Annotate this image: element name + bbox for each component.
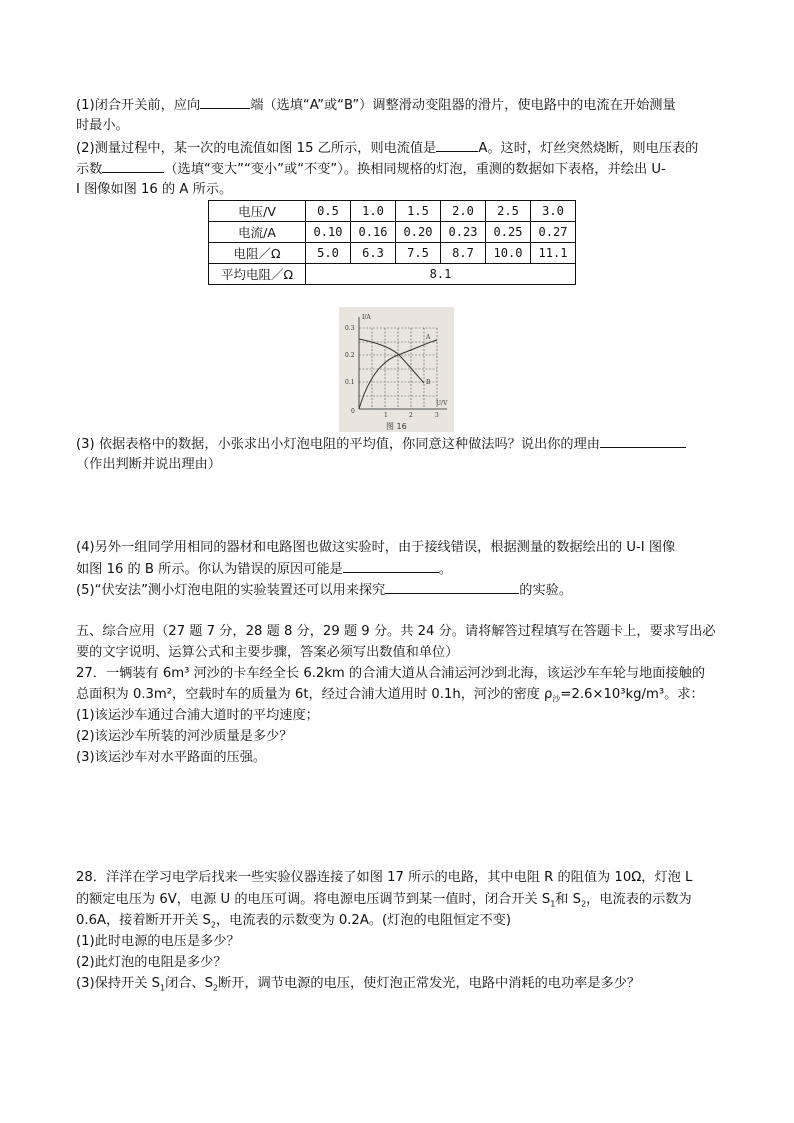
- p28-q3: [76, 975, 640, 998]
- section5-heading-2: [76, 644, 458, 662]
- y-tick: 0.2: [345, 352, 355, 359]
- section5-text-2: 要的文字说明、运算公式和主要步骤，答案必须写出数值和单位）: [76, 645, 459, 660]
- q4-line: [76, 539, 675, 557]
- q1-line-2: [76, 117, 129, 135]
- y-tick: 0.1: [345, 379, 355, 386]
- q1-blank[interactable]: [200, 96, 250, 109]
- q4-text: (4)另外一组同学用相同的器材和电路图也做这实验时，由于接线错误，根据测量的数据绘出的 U-I 图像: [76, 540, 676, 555]
- figure-16: [339, 307, 454, 432]
- p27-text: 27．一辆装有 6m³ 河沙的卡车经全长 6.2km 的合浦大道从合浦运河沙到北海，该运沙车车轮与地面接触的: [76, 666, 706, 681]
- q4-line-2: [76, 560, 452, 579]
- p28-line-3: [76, 912, 511, 935]
- cell: 2.0: [441, 201, 486, 222]
- cell: 6.3: [351, 243, 396, 264]
- cell: 0.5: [306, 201, 351, 222]
- p27-text-3: =2.6×10³kg/m³。求：: [560, 687, 704, 702]
- cell: 8.7: [441, 243, 486, 264]
- cell: 0.10: [306, 222, 351, 243]
- table-row: [209, 222, 576, 243]
- q5-text-2: 的实验。: [519, 583, 573, 598]
- p28-text-5: 0.6A，接着断开开关 S: [76, 913, 211, 928]
- row-label: 电压/V: [209, 201, 306, 222]
- section5-text: 五、综合应用（27 题 7 分，28 题 8 分，29 题 9 分。共 24 分。请将解答过程填写在答题卡上，要求写出必: [76, 624, 716, 639]
- p28-q1-text: (1)此时电源的电压是多少？: [76, 934, 240, 949]
- subscript: 1: [550, 899, 556, 909]
- curve-b: [359, 339, 424, 383]
- q2-line: [76, 139, 698, 158]
- q1-text: (1)闭合开关前，应向: [76, 98, 201, 113]
- avg-cell: 8.1: [306, 264, 576, 285]
- q2-line-2: [76, 160, 666, 179]
- p28-text: 28．洋洋在学习电学后找来一些实验仪器连接了如图 17 所示的电路，其中电阻 R 的阻值为 10Ω，灯泡 L: [76, 870, 693, 885]
- p28-text-4: ，电流表的示数为: [586, 892, 692, 907]
- cell: 1.5: [396, 201, 441, 222]
- x-tick: 3: [435, 412, 439, 419]
- p27-text-2: 总面积为 0.3m²，空载时车的质量为 6t，经过合浦大道用时 0.1h，河沙的密度 ρ: [76, 687, 553, 702]
- subscript: 2: [213, 983, 219, 993]
- cell: 7.5: [396, 243, 441, 264]
- q5-blank[interactable]: [385, 581, 519, 594]
- p28-q2: [76, 954, 227, 972]
- p28-q3-text-2: 闭合、S: [165, 976, 214, 991]
- cell: 0.20: [396, 222, 441, 243]
- data-table: [208, 200, 576, 285]
- q1-line: [76, 96, 676, 115]
- cell: 2.5: [486, 201, 531, 222]
- curve-b-label: B: [426, 379, 431, 386]
- figure-caption: 图 16: [386, 422, 407, 431]
- p27-line: [76, 665, 705, 683]
- p28-text-2: 的额定电压为 6V，电源 U 的电压可调。将电源电压调节到某一值时，闭合开关 S: [76, 892, 551, 907]
- q1-text-3: 时最小。: [76, 118, 129, 133]
- q2-text-4: （选填“变大”“变小”或“不变”）。换相同规格的灯泡，重测的数据如下表格，并绘出 U-: [164, 162, 666, 177]
- q2-line-3: [76, 181, 232, 199]
- cell: 11.1: [531, 243, 576, 264]
- y-tick: 0.3: [345, 325, 355, 332]
- p27-q2-text: (2)该运沙车所装的河沙质量是多少？: [76, 729, 293, 744]
- origin-label: 0: [351, 408, 355, 415]
- p28-q3-text-3: 断开，调节电源的电压，使灯泡正常发光，电路中消耗的电功率是多少？: [218, 976, 641, 991]
- x-tick: 1: [384, 412, 388, 419]
- p27-q2: [76, 728, 293, 746]
- section5-heading: [76, 623, 716, 641]
- p27-q3: [76, 749, 266, 767]
- cell: 1.0: [351, 201, 396, 222]
- p28-text-3: 和 S: [555, 892, 582, 907]
- q3-text-2: （作出判断并说出理由）: [76, 457, 222, 472]
- q5-text: (5)“伏安法”测小灯泡电阻的实验装置还可以用来探究: [76, 583, 386, 598]
- q2-text-5: I 图像如图 16 的 A 所示。: [76, 182, 233, 197]
- cell: 5.0: [306, 243, 351, 264]
- q3-text: (3) 依据表格中的数据，小张求出小灯泡电阻的平均值，你同意这种做法吗？说出你的理由: [76, 437, 600, 452]
- subscript: 2: [581, 899, 587, 909]
- p28-q3-text: (3)保持开关 S: [76, 976, 160, 991]
- q4-blank[interactable]: [343, 560, 439, 573]
- table-row: [209, 201, 576, 222]
- x-label: U/V: [436, 400, 448, 407]
- cell: 3.0: [531, 201, 576, 222]
- row-label: 平均电阻／Ω: [209, 264, 306, 285]
- q5-line: [76, 581, 572, 600]
- cell: 10.0: [486, 243, 531, 264]
- q3-line-2: [76, 456, 221, 474]
- q3-blank[interactable]: [600, 435, 686, 448]
- q4-text-3: 。: [438, 562, 452, 577]
- p27-q1-text: (1)该运沙车通过合浦大道时的平均速度；: [76, 708, 319, 723]
- row-label: 电流/A: [209, 222, 306, 243]
- cell: 0.23: [441, 222, 486, 243]
- row-label: 电阻／Ω: [209, 243, 306, 264]
- subscript: 2: [210, 920, 216, 930]
- p28-line: [76, 869, 692, 887]
- p28-q1: [76, 933, 240, 951]
- q2-text-2: A。这时，灯丝突然烧断，则电压表的: [478, 141, 699, 156]
- p28-text-6: ，电流表的示数变为 0.2A。(灯泡的电阻恒定不变): [215, 913, 512, 928]
- q1-text-2: 端（选填“A”或“B”）调整滑动变阻器的滑片，使电路中的电流在开始测量: [250, 98, 676, 113]
- table-row: [209, 264, 576, 285]
- cell: 0.27: [531, 222, 576, 243]
- x-tick: 2: [409, 412, 413, 419]
- q3-line: [76, 435, 686, 454]
- q2-blank-1[interactable]: [436, 139, 478, 152]
- p28-line-2: [76, 891, 692, 914]
- q2-text-3: 示数: [76, 162, 103, 177]
- y-label: I/A: [362, 314, 371, 321]
- cell: 0.16: [351, 222, 396, 243]
- q2-blank-2[interactable]: [102, 160, 164, 173]
- cell: 0.25: [486, 222, 531, 243]
- p28-q2-text: (2)此灯泡的电阻是多少？: [76, 955, 227, 970]
- q4-text-2: 如图 16 的 B 所示。你认为错误的原因可能是: [76, 562, 343, 577]
- curve-a-label: A: [426, 334, 431, 341]
- q2-text: (2)测量过程中，某一次的电流值如图 15 乙所示，则电流值是: [76, 141, 437, 156]
- p27-line-2: [76, 686, 704, 709]
- subscript: 1: [160, 983, 166, 993]
- p27-q3-text: (3)该运沙车对水平路面的压强。: [76, 750, 267, 765]
- p27-q1: [76, 707, 319, 725]
- density-subscript: 沙: [552, 694, 561, 704]
- table-row: [209, 243, 576, 264]
